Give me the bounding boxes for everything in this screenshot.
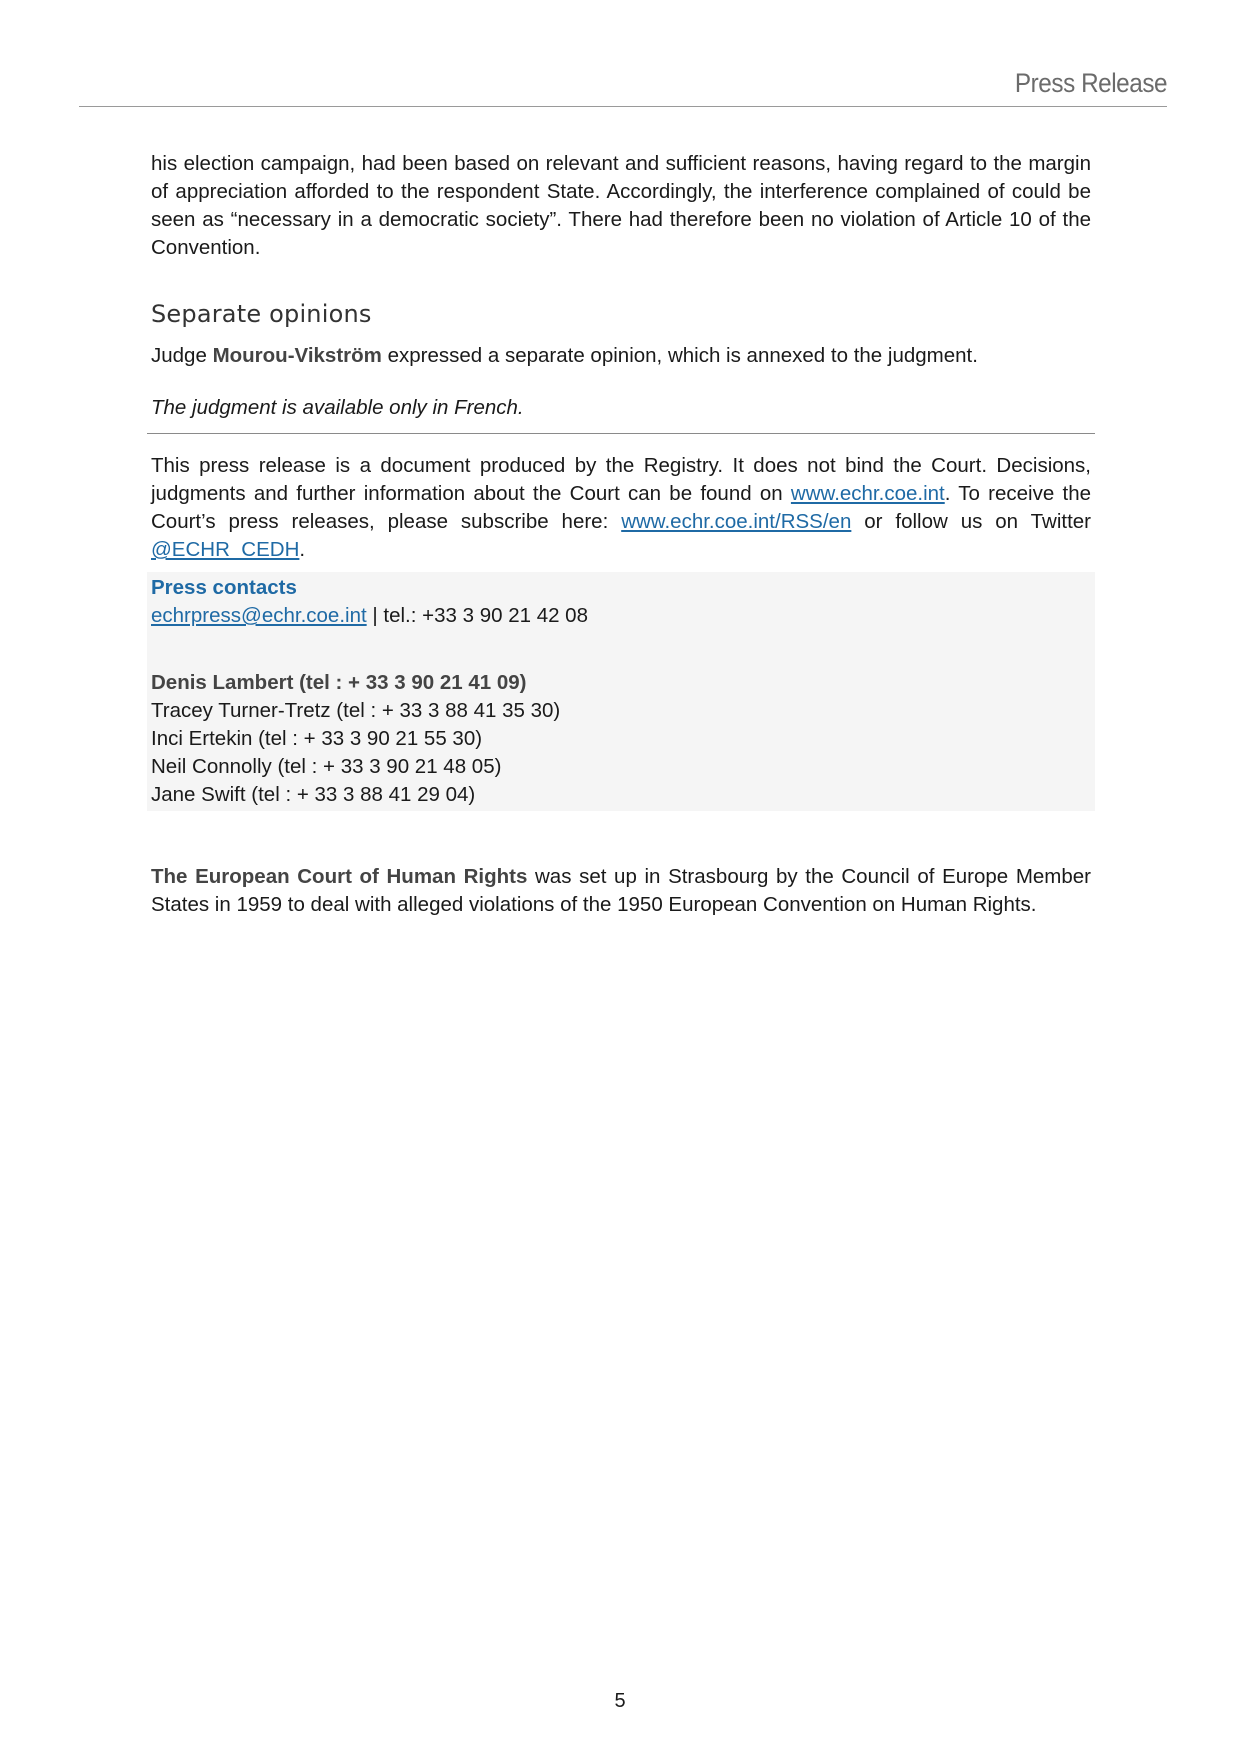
court-name: The European Court of Human Rights [151,865,528,888]
disclaimer-text-4: . [299,538,306,561]
opinion-suffix: expressed a separate opinion, which is annexed to the judgment. [381,344,978,367]
disclaimer-paragraph [151,452,1091,564]
separate-opinion-paragraph [151,342,1091,370]
judge-name: Mourou-Vikström [212,344,382,367]
echr-website-link[interactable]: www.echr.coe.int [790,482,945,505]
opinion-prefix: Judge [151,344,213,367]
about-court-paragraph [151,863,1091,919]
disclaimer-text-2: . To receive the Court’s press releases, please subscribe here: [151,482,1091,533]
body-paragraph: his election campaign, had been based on relevant and sufficient reasons, having regard to the margin of appreciation afforded to the respondent State. Accordingly, the interference complained of could be seen as “necessary in a democratic society”. There had therefore been no violation of Article 10 of the Convention. [151,152,1091,259]
disclaimer-text-1: This press release is a document produced by the Registry. It does not bind the Court. Decisions, judgments and further information about the Court can be found on [151,454,1091,505]
divider [147,433,1095,434]
page-header [79,62,1167,107]
contact-person: Tracey Turner-Tretz (tel : + 33 3 88 41 35 30) [151,699,561,722]
disclaimer-text-3: or follow us on Twitter [851,510,1091,533]
rss-link[interactable]: www.echr.coe.int/RSS/en [621,510,852,533]
press-tel: | tel.: +33 3 90 21 42 08 [366,604,588,627]
press-contacts-title: Press contacts [151,576,297,599]
twitter-link[interactable]: @ECHR_CEDH [151,538,300,561]
contact-person: Neil Connolly (tel : + 33 3 90 21 48 05) [151,755,502,778]
contact-person: Denis Lambert (tel : + 33 3 90 21 41 09) [151,671,527,694]
about-court-text: was set up in Strasbourg by the Council of Europe Member States in 1959 to deal with alleged violations of the 1950 European Convention on Human Rights. [151,865,1092,916]
press-contacts-box [147,572,1095,811]
page-number: 5 [614,1690,626,1712]
contact-person: Inci Ertekin (tel : + 33 3 90 21 55 30) [151,727,483,750]
page-content [151,150,1091,919]
section-heading-separate-opinions: Separate opinions [151,300,372,328]
press-email-line [151,602,1091,630]
judgment-language-note: The judgment is available only in French. [151,396,524,419]
header-title: Press Release [1014,68,1167,98]
contacts-spacer [151,630,1091,669]
press-email-link[interactable]: echrpress@echr.coe.int [151,604,367,627]
contact-person: Jane Swift (tel : + 33 3 88 41 29 04) [151,783,476,806]
